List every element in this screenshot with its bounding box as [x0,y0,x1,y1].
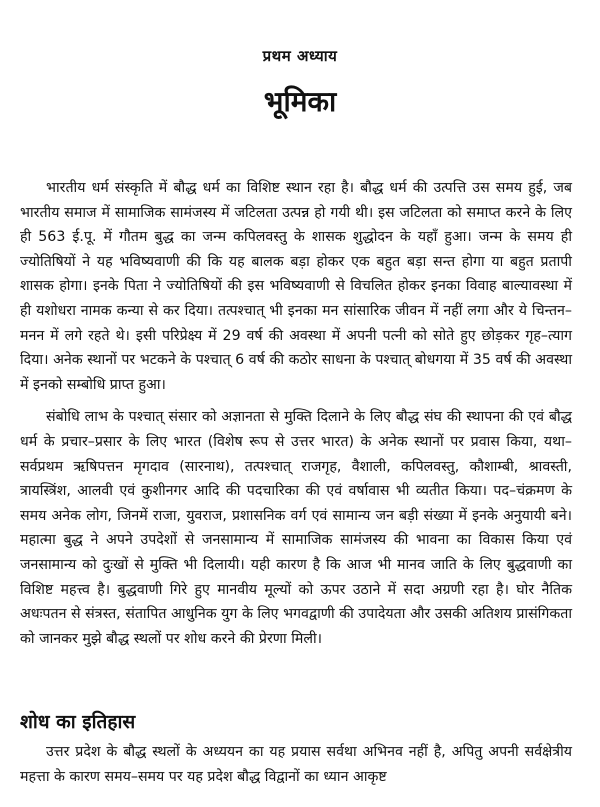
page-title: भूमिका [263,85,337,118]
body-text [20,176,572,659]
section-body [20,740,572,797]
chapter-label: प्रथम अध्याय [262,47,338,65]
paragraph-1: भारतीय धर्म संस्कृति में बौद्ध धर्म का विशिष्ट स्थान रहा है। बौद्ध धर्म की उत्पत्ति उस समय हुई, जब भारतीय समाज में सामाजिक सामंजस्य में जटिलता उत्पन्न हो गयी थी। इस जटिलता को समाप्त करने के लिए ही 563 ई.पू. में गौतम बुद्ध का जन्म कपिलवस्तु के शासक शुद्धोदन के यहाँ हुआ। जन्म के समय ही ज्योतिषियों ने यह भविष्यवाणी की कि यह बालक बड़ा होकर एक बहुत बड़ा सन्त होगा या बहुत प्रतापी शासक होगा। इनके पिता ने ज्योतिषियों की इस भविष्यवाणी से विचलित होकर इनका विवाह बाल्यावस्था में ही यशोधरा नामक कन्या से कर दिया। तत्पश्चात् भी इनका मन सांसारिक जीवन में नहीं लगा और ये चिन्तन–मनन में लगे रहते थे। इसी परिप्रेक्ष्य में 29 वर्ष की अवस्था में अपनी पत्नी को सोते हुए छोड़कर गृह–त्याग दिया। अनेक स्थानों पर भटकने के पश्चात् 6 वर्ष की कठोर साधना के पश्चात् बोधगया में 35 वर्ष की अवस्था में इनको सम्बोधि प्राप्त हुआ। [20,180,572,393]
paragraph-2: संबोधि लाभ के पश्चात् संसार को अज्ञानता से मुक्ति दिलाने के लिए बौद्ध संघ की स्थापना की एवं बौद्ध धर्म के प्रचार–प्रसार के लिए भारत (विशेष रूप से उत्तर भारत) के अनेक स्थानों पर प्रवास किया, यथा–सर्वप्रथम ऋषिपत्तन मृगदाव (सारनाथ), तत्पश्चात् राजगृह, वैशाली, कपिलवस्तु, कौशाम्बी, श्रावस्ती, त्रायस्त्रिंश, आलवी एवं कुशीनगर आदि की पदचारिका की एवं वर्षावास भी व्यतीत किया। पद–चंक्रमण के समय अनेक लोग, जिनमें राजा, युवराज, प्रशासनिक वर्ग एवं सामान्य जन बड़ी संख्या में इनके अनुयायी बने। महात्मा बुद्ध ने अपने उपदेशों से जनसामान्य में सामाजिक सामंजस्य की भावना का विकास किया एवं जनसामान्य को दुःखों से मुक्ति भी दिलायी। यही कारण है कि आज भी मानव जाति के लिए बुद्धवाणी का विशिष्ट महत्त्व है। बुद्धवाणी गिरे हुए मानवीय मूल्यों को ऊपर उठाने में सदा अग्रणी रहा है। घोर नैतिक अधःपतन से संत्रस्त, संतापित आधुनिक युग के लिए भगवद्वाणी की उपादेयता और उसकी अतिशय प्रासंगिकता को जानकर मुझे बौद्ध स्थलों पर शोध करने की प्रेरणा मिली। [20,409,572,647]
section-paragraph: उत्तर प्रदेश के बौद्ध स्थलों के अध्ययन का यह प्रयास सर्वथा अभिनव नहीं है, अपितु अपनी सर्वक्षेत्रीय महत्ता के कारण समय–समय पर यह प्रदेश बौद्ध विद्वानों का ध्यान आकृष्ट [20,744,572,785]
section-heading: शोध का इतिहास [20,711,136,733]
